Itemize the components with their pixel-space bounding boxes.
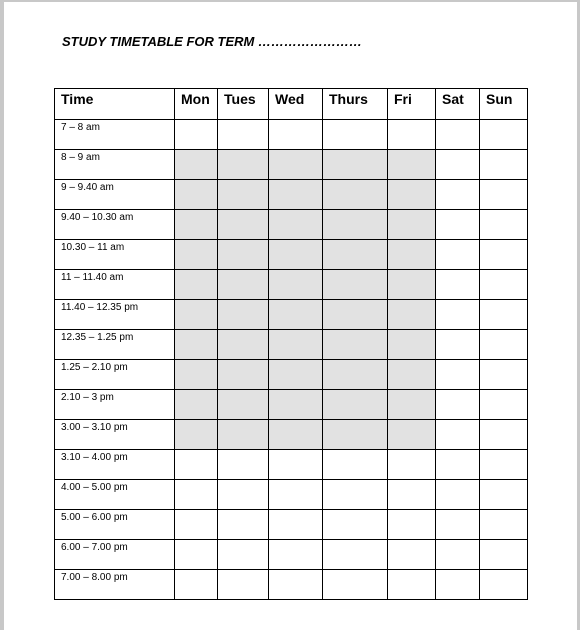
cell-sun xyxy=(480,150,528,180)
cell-sat xyxy=(436,360,480,390)
cell-sun xyxy=(480,330,528,360)
cell-sat xyxy=(436,120,480,150)
cell-sat xyxy=(436,330,480,360)
header-row xyxy=(55,89,528,120)
table-row xyxy=(55,570,528,600)
cell-wed xyxy=(269,390,323,420)
cell-fri xyxy=(388,300,436,330)
cell-wed xyxy=(269,270,323,300)
table-row xyxy=(55,210,528,240)
header-sun: Sun xyxy=(480,89,528,120)
cell-thurs xyxy=(323,150,388,180)
cell-mon xyxy=(175,210,218,240)
cell-wed xyxy=(269,180,323,210)
table-row xyxy=(55,390,528,420)
cell-tues xyxy=(218,570,269,600)
cell-tues xyxy=(218,240,269,270)
cell-sat xyxy=(436,570,480,600)
time-slot-label: 10.30 – 11 am xyxy=(55,240,175,270)
cell-thurs xyxy=(323,180,388,210)
time-slot-label: 9 – 9.40 am xyxy=(55,180,175,210)
cell-sun xyxy=(480,420,528,450)
header-wed: Wed xyxy=(269,89,323,120)
cell-wed xyxy=(269,210,323,240)
cell-fri xyxy=(388,540,436,570)
cell-tues xyxy=(218,210,269,240)
cell-mon xyxy=(175,420,218,450)
time-slot-label: 2.10 – 3 pm xyxy=(55,390,175,420)
cell-mon xyxy=(175,390,218,420)
table-row xyxy=(55,540,528,570)
table-row xyxy=(55,360,528,390)
cell-tues xyxy=(218,120,269,150)
table-row xyxy=(55,420,528,450)
cell-mon xyxy=(175,540,218,570)
cell-fri xyxy=(388,420,436,450)
cell-sun xyxy=(480,360,528,390)
cell-thurs xyxy=(323,540,388,570)
cell-mon xyxy=(175,270,218,300)
time-slot-label: 12.35 – 1.25 pm xyxy=(55,330,175,360)
cell-tues xyxy=(218,480,269,510)
cell-mon xyxy=(175,480,218,510)
time-slot-label: 9.40 – 10.30 am xyxy=(55,210,175,240)
cell-fri xyxy=(388,180,436,210)
header-sat: Sat xyxy=(436,89,480,120)
cell-thurs xyxy=(323,510,388,540)
cell-sun xyxy=(480,120,528,150)
cell-sun xyxy=(480,210,528,240)
cell-sun xyxy=(480,480,528,510)
cell-wed xyxy=(269,300,323,330)
time-slot-label: 5.00 – 6.00 pm xyxy=(55,510,175,540)
cell-thurs xyxy=(323,240,388,270)
cell-sat xyxy=(436,240,480,270)
time-slot-label: 7.00 – 8.00 pm xyxy=(55,570,175,600)
time-slot-label: 4.00 – 5.00 pm xyxy=(55,480,175,510)
table-row xyxy=(55,270,528,300)
cell-sun xyxy=(480,450,528,480)
cell-sun xyxy=(480,390,528,420)
table-row xyxy=(55,450,528,480)
time-slot-label: 7 – 8 am xyxy=(55,120,175,150)
cell-thurs xyxy=(323,210,388,240)
cell-wed xyxy=(269,360,323,390)
cell-mon xyxy=(175,150,218,180)
cell-thurs xyxy=(323,120,388,150)
cell-thurs xyxy=(323,480,388,510)
time-slot-label: 8 – 9 am xyxy=(55,150,175,180)
cell-wed xyxy=(269,120,323,150)
cell-wed xyxy=(269,150,323,180)
cell-mon xyxy=(175,120,218,150)
cell-thurs xyxy=(323,330,388,360)
table-row xyxy=(55,330,528,360)
cell-mon xyxy=(175,360,218,390)
cell-fri xyxy=(388,210,436,240)
cell-tues xyxy=(218,300,269,330)
cell-sat xyxy=(436,540,480,570)
cell-tues xyxy=(218,270,269,300)
cell-wed xyxy=(269,240,323,270)
cell-mon xyxy=(175,330,218,360)
cell-thurs xyxy=(323,420,388,450)
cell-wed xyxy=(269,540,323,570)
cell-tues xyxy=(218,180,269,210)
cell-sun xyxy=(480,300,528,330)
header-mon: Mon xyxy=(175,89,218,120)
cell-thurs xyxy=(323,270,388,300)
cell-fri xyxy=(388,570,436,600)
cell-sat xyxy=(436,150,480,180)
cell-sat xyxy=(436,270,480,300)
cell-sun xyxy=(480,180,528,210)
cell-fri xyxy=(388,390,436,420)
cell-sat xyxy=(436,450,480,480)
header-tues: Tues xyxy=(218,89,269,120)
cell-tues xyxy=(218,150,269,180)
cell-mon xyxy=(175,450,218,480)
cell-fri xyxy=(388,120,436,150)
cell-fri xyxy=(388,450,436,480)
cell-tues xyxy=(218,510,269,540)
time-slot-label: 6.00 – 7.00 pm xyxy=(55,540,175,570)
cell-thurs xyxy=(323,450,388,480)
cell-wed xyxy=(269,510,323,540)
time-slot-label: 11.40 – 12.35 pm xyxy=(55,300,175,330)
table-row xyxy=(55,150,528,180)
cell-sat xyxy=(436,210,480,240)
cell-tues xyxy=(218,420,269,450)
header-time: Time xyxy=(55,89,175,120)
cell-mon xyxy=(175,570,218,600)
table-row xyxy=(55,510,528,540)
page-title: STUDY TIMETABLE FOR TERM …………………… xyxy=(62,34,362,49)
cell-thurs xyxy=(323,390,388,420)
cell-wed xyxy=(269,570,323,600)
cell-sun xyxy=(480,270,528,300)
cell-sat xyxy=(436,180,480,210)
cell-mon xyxy=(175,240,218,270)
cell-thurs xyxy=(323,360,388,390)
cell-fri xyxy=(388,510,436,540)
table-row xyxy=(55,240,528,270)
timetable-page xyxy=(4,2,577,630)
cell-fri xyxy=(388,270,436,300)
table-row xyxy=(55,480,528,510)
time-slot-label: 11 – 11.40 am xyxy=(55,270,175,300)
cell-wed xyxy=(269,420,323,450)
cell-mon xyxy=(175,300,218,330)
cell-sat xyxy=(436,420,480,450)
timetable-body xyxy=(55,120,528,600)
cell-tues xyxy=(218,330,269,360)
header-thurs: Thurs xyxy=(323,89,388,120)
timetable-grid xyxy=(54,88,528,600)
cell-sat xyxy=(436,390,480,420)
cell-sat xyxy=(436,480,480,510)
cell-mon xyxy=(175,180,218,210)
cell-fri xyxy=(388,330,436,360)
cell-sat xyxy=(436,300,480,330)
cell-mon xyxy=(175,510,218,540)
cell-fri xyxy=(388,240,436,270)
cell-tues xyxy=(218,390,269,420)
cell-sun xyxy=(480,570,528,600)
time-slot-label: 3.00 – 3.10 pm xyxy=(55,420,175,450)
table-row xyxy=(55,180,528,210)
cell-tues xyxy=(218,450,269,480)
cell-sun xyxy=(480,240,528,270)
table-row xyxy=(55,120,528,150)
cell-wed xyxy=(269,450,323,480)
cell-sun xyxy=(480,510,528,540)
cell-wed xyxy=(269,480,323,510)
time-slot-label: 3.10 – 4.00 pm xyxy=(55,450,175,480)
table-row xyxy=(55,300,528,330)
cell-fri xyxy=(388,480,436,510)
cell-fri xyxy=(388,150,436,180)
time-slot-label: 1.25 – 2.10 pm xyxy=(55,360,175,390)
cell-sun xyxy=(480,540,528,570)
cell-fri xyxy=(388,360,436,390)
header-fri: Fri xyxy=(388,89,436,120)
cell-thurs xyxy=(323,570,388,600)
cell-sat xyxy=(436,510,480,540)
cell-tues xyxy=(218,540,269,570)
cell-wed xyxy=(269,330,323,360)
cell-tues xyxy=(218,360,269,390)
cell-thurs xyxy=(323,300,388,330)
